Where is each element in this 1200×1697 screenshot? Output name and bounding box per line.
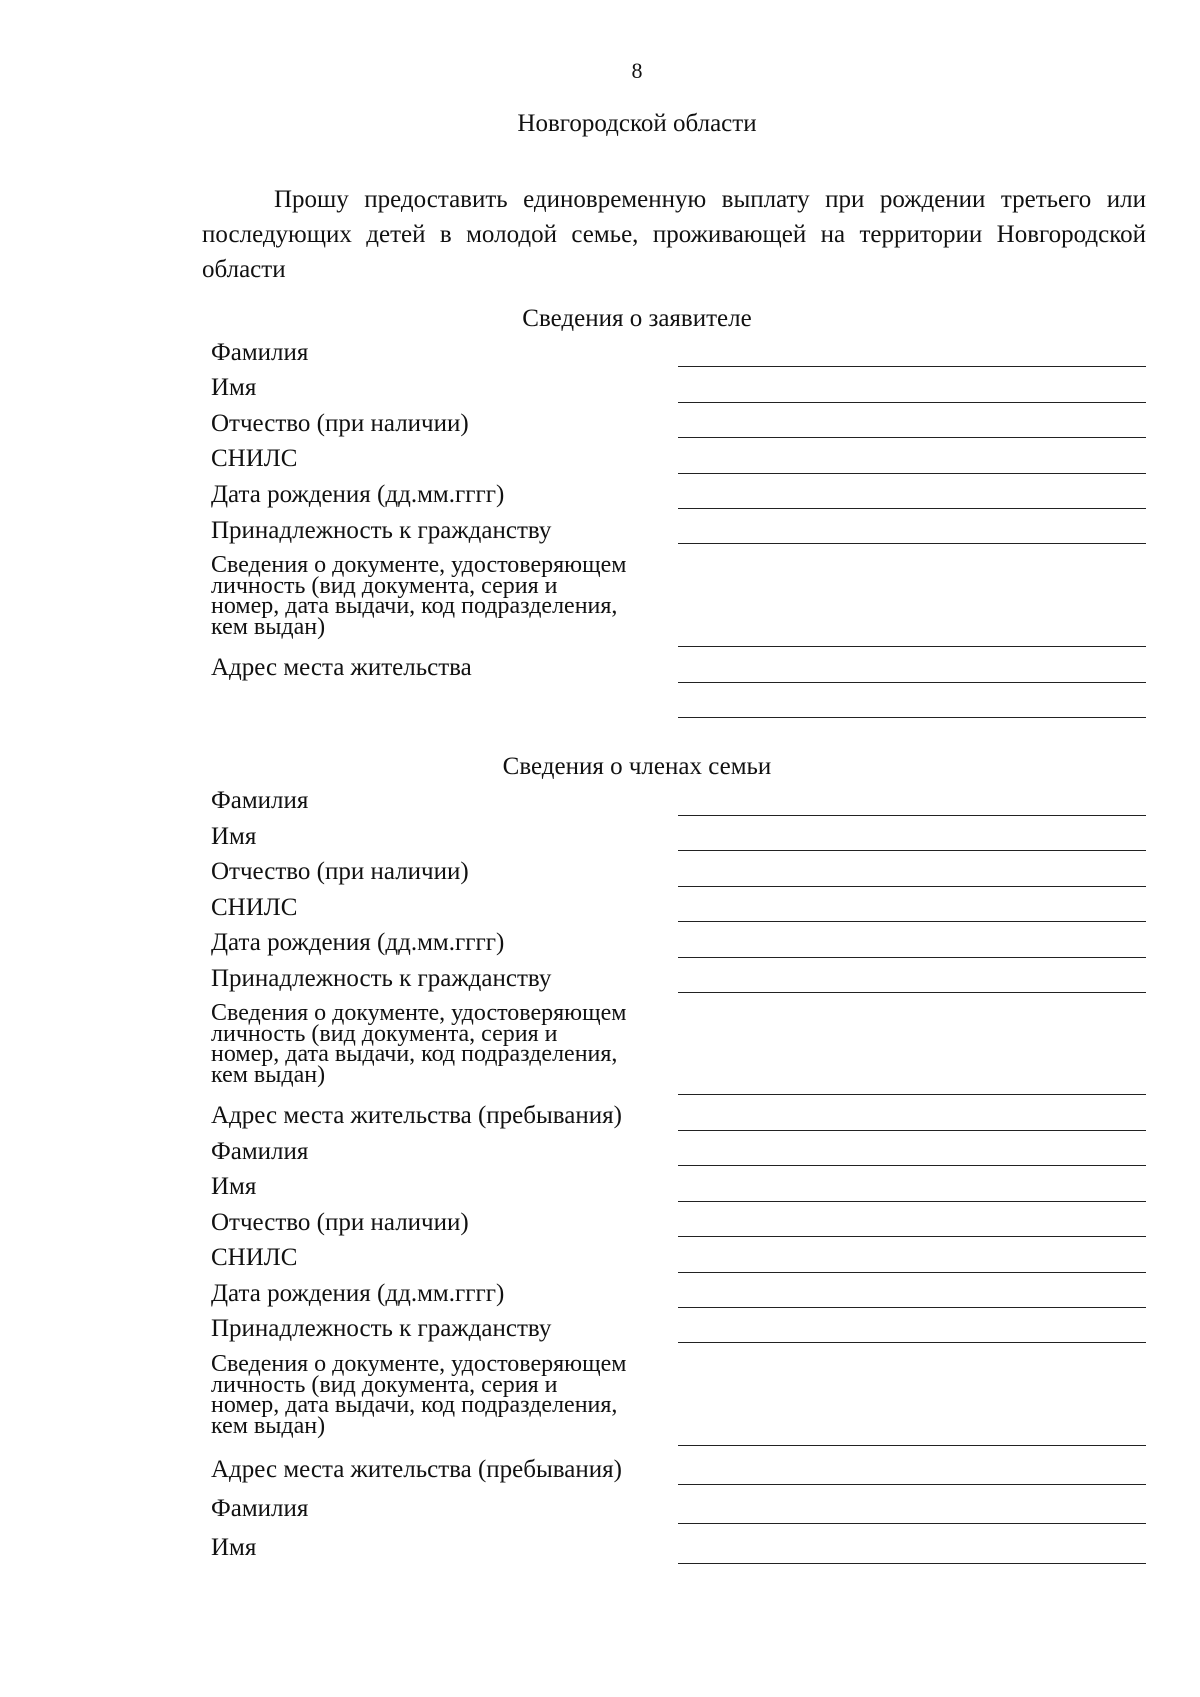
member-1-patronymic-label: Отчество (при наличии) — [211, 858, 469, 885]
applicant-snils-field[interactable] — [678, 473, 1146, 474]
member-2-id-document-field[interactable] — [678, 1445, 1146, 1446]
page-number: 8 — [631, 58, 643, 83]
member-2-name-label: Имя — [211, 1173, 257, 1200]
member-2-id-document-label: Сведения о документе, удостоверяющем личность (вид документа, серия и номер, дата выдачи, код подразделения, кем выдан) — [211, 1351, 627, 1439]
member-1-patronymic-field[interactable] — [678, 886, 1146, 887]
applicant-birthdate-label: Дата рождения (дд.мм.гггг) — [211, 481, 505, 508]
member-1-surname-field[interactable] — [678, 815, 1146, 816]
member-2-name-field[interactable] — [678, 1201, 1146, 1202]
applicant-snils-label: СНИЛС — [211, 445, 298, 472]
applicant-citizenship-label: Принадлежность к гражданству — [211, 517, 552, 544]
member-1-name-field[interactable] — [678, 850, 1146, 851]
member-3-surname-field[interactable] — [678, 1523, 1146, 1524]
region-line: Новгородской области — [517, 110, 757, 137]
applicant-patronymic-label: Отчество (при наличии) — [211, 410, 469, 437]
applicant-birthdate-field[interactable] — [678, 508, 1146, 509]
member-2-patronymic-label: Отчество (при наличии) — [211, 1209, 469, 1236]
member-1-birthdate-field[interactable] — [678, 957, 1146, 958]
member-2-address-label: Адрес места жительства (пребывания) — [211, 1456, 622, 1483]
member-1-snils-label: СНИЛС — [211, 894, 298, 921]
applicant-id-document-field[interactable] — [678, 646, 1146, 647]
applicant-section-heading: Сведения о заявителе — [522, 305, 752, 332]
applicant-patronymic-field[interactable] — [678, 437, 1146, 438]
member-3-name-field[interactable] — [678, 1563, 1146, 1564]
member-1-citizenship-field[interactable] — [678, 992, 1146, 993]
member-2-birthdate-field[interactable] — [678, 1307, 1146, 1308]
family-section-heading: Сведения о членах семьи — [502, 753, 772, 780]
member-2-citizenship-field[interactable] — [678, 1342, 1146, 1343]
member-3-name-label: Имя — [211, 1534, 257, 1561]
member-2-patronymic-field[interactable] — [678, 1236, 1146, 1237]
request-text: Прошу предоставить единовременную выплату при рождении третьего или последующих детей в молодой семье, проживающей на территории Новгородской области — [202, 186, 1146, 283]
member-1-name-label: Имя — [211, 823, 257, 850]
applicant-citizenship-field[interactable] — [678, 543, 1146, 544]
member-2-snils-label: СНИЛС — [211, 1244, 298, 1271]
member-2-snils-field[interactable] — [678, 1272, 1146, 1273]
applicant-surname-field[interactable] — [678, 366, 1146, 367]
applicant-id-document-label: Сведения о документе, удостоверяющем личность (вид документа, серия и номер, дата выдачи, код подразделения, кем выдан) — [211, 552, 627, 640]
member-1-address-field[interactable] — [678, 1130, 1146, 1131]
member-1-id-document-label: Сведения о документе, удостоверяющем личность (вид документа, серия и номер, дата выдачи, код подразделения, кем выдан) — [211, 1000, 627, 1088]
member-2-citizenship-label: Принадлежность к гражданству — [211, 1315, 552, 1342]
member-1-birthdate-label: Дата рождения (дд.мм.гггг) — [211, 929, 505, 956]
applicant-name-label: Имя — [211, 374, 257, 401]
member-2-birthdate-label: Дата рождения (дд.мм.гггг) — [211, 1280, 505, 1307]
member-3-surname-label: Фамилия — [211, 1495, 309, 1522]
member-2-surname-field[interactable] — [678, 1165, 1146, 1166]
applicant-address-field-line-2[interactable] — [678, 717, 1146, 718]
applicant-surname-label: Фамилия — [211, 339, 309, 366]
applicant-name-field[interactable] — [678, 402, 1146, 403]
applicant-address-field[interactable] — [678, 682, 1146, 683]
member-1-snils-field[interactable] — [678, 921, 1146, 922]
member-1-citizenship-label: Принадлежность к гражданству — [211, 965, 552, 992]
member-1-address-label: Адрес места жительства (пребывания) — [211, 1102, 622, 1129]
member-1-surname-label: Фамилия — [211, 787, 309, 814]
applicant-address-label: Адрес места жительства — [211, 654, 472, 681]
member-2-surname-label: Фамилия — [211, 1138, 309, 1165]
member-2-address-field[interactable] — [678, 1484, 1146, 1485]
member-1-id-document-field[interactable] — [678, 1094, 1146, 1095]
